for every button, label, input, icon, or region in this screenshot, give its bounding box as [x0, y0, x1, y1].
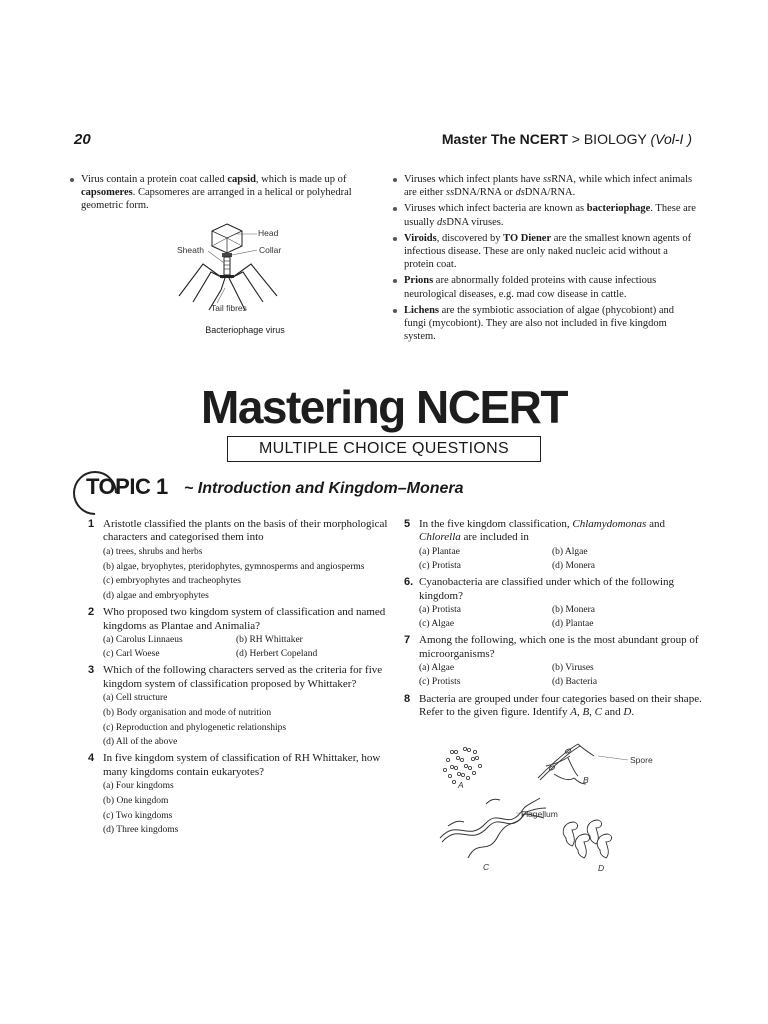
separator: >: [571, 131, 580, 147]
option-d: (d) Plantae: [552, 619, 594, 630]
question-number: 2: [88, 606, 95, 619]
label-spore: Spore: [630, 755, 653, 765]
note-prions: Prions are abnormally folded proteins with cause infectious neurological diseases, e.g. mad cow disease in cattle.: [393, 274, 697, 300]
running-head: [442, 131, 692, 147]
option-c: (c) Reproduction and phylogenetic relationships: [103, 722, 287, 733]
volume: (Vol-I ): [650, 131, 692, 147]
label-collar: Collar: [259, 245, 282, 255]
book-title: Master The NCERT: [441, 131, 568, 147]
bacteria-shapes-diagram: [428, 738, 678, 878]
page-number: 20: [74, 131, 91, 148]
notes-right: [393, 173, 697, 346]
option-d: (d) Monera: [552, 561, 595, 572]
label-c: C: [483, 862, 490, 872]
questions-right-column: [404, 518, 704, 723]
question-1: [88, 518, 388, 602]
label-d: D: [598, 863, 605, 873]
question-8: [404, 693, 704, 720]
leader-line: [232, 250, 257, 255]
section-title: Mastering NCERT: [201, 381, 567, 433]
note-capsid: Virus contain a protein coat called capsid, which is made up of capsomeres. Capsomeres are arranged in a helical or polyhedral geometric form.: [70, 173, 388, 213]
question-text: Among the following, which one is the most abundant group of microorganisms?: [419, 634, 699, 660]
question-5: [404, 518, 704, 572]
question-number: 5: [404, 518, 411, 530]
topic-label: TOPIC 1: [86, 474, 168, 499]
question-3: [88, 664, 388, 748]
question-text: In the five kingdom classification, Chlamydomonas and Chlorella are included in: [419, 518, 665, 544]
phage-tail-fibre: [233, 264, 277, 296]
notes-left: [70, 173, 388, 216]
option-a: (a) Protista: [419, 605, 461, 616]
bullet-icon: [70, 178, 74, 182]
spirilla-group: [440, 798, 546, 858]
leader-line: [208, 251, 224, 263]
option-a: (a) Cell structure: [103, 693, 168, 704]
question-2: [88, 606, 388, 660]
option-c: (c) Protista: [419, 561, 461, 572]
phage-tail-fibre: [231, 272, 263, 302]
bullet-icon: [393, 309, 397, 313]
note-viruses-rna: Viruses which infect plants have ssRNA, while which infect animals are either ssDNA/RNA or dsDNA/RNA.: [393, 173, 697, 199]
option-a: (a) trees, shrubs and herbs: [103, 546, 203, 557]
questions-left-column: [88, 518, 388, 841]
option-d: (d) algae and embryophytes: [103, 590, 209, 601]
bullet-icon: [393, 207, 397, 211]
figure-caption: Bacteriophage virus: [205, 325, 285, 335]
bacteriophage-diagram: [165, 220, 315, 340]
question-text: Who proposed two kingdom system of classification and named kingdoms as Plantae and Animalia?: [103, 606, 386, 632]
option-c: (c) embryophytes and tracheophytes: [103, 576, 241, 587]
option-c: (c) Carl Woese: [103, 649, 160, 660]
cocci-cluster: [443, 747, 481, 783]
question-number: 6.: [404, 576, 414, 589]
option-c: (c) Protists: [419, 677, 461, 688]
question-4: [88, 752, 388, 836]
label-tail-fibres: Tail fibres: [211, 303, 247, 313]
option-a: (a) Plantae: [419, 546, 460, 557]
note-lichens: Lichens are the symbiotic association of algae (phycobiont) and fungi (mycobiont). They are also not included in five kingdom system.: [393, 304, 697, 344]
label-flagellum: Flagellum: [521, 809, 558, 819]
topic-number: 1: [155, 474, 168, 499]
question-number: 7: [404, 634, 411, 647]
option-c: (c) Two kingdoms: [103, 810, 173, 821]
option-b: (b) One kingdom: [103, 795, 169, 806]
option-b: (b) Monera: [552, 605, 595, 616]
phage-tail-fibre: [193, 272, 223, 302]
option-d: (d) Bacteria: [552, 677, 598, 688]
option-d: (d) Three kingdoms: [103, 825, 179, 836]
question-text: Which of the following characters served as the criteria for five kingdom system of classification proposed by Whittaker?: [103, 664, 383, 690]
note-viroids: Viroids, discovered by TO Diener are the smallest known agents of infectious disease. These are only naked nucleic acid without a protein coat.: [393, 232, 697, 272]
phage-collar-shape: [222, 253, 232, 257]
option-a: (a) Algae: [419, 663, 455, 674]
question-text: In five kingdom system of classification of RH Whittaker, how many kingdoms contain eukaryotes?: [103, 752, 381, 778]
label-head: Head: [258, 228, 279, 238]
option-b: (b) Body organisation and mode of nutrition: [103, 707, 272, 718]
question-number: 4: [88, 752, 95, 765]
subject: BIOLOGY: [583, 131, 647, 147]
note-bacteriophage: Viruses which infect bacteria are known as bacteriophage. These are usually dsDNA viruses.: [393, 202, 697, 228]
question-text: Bacteria are grouped under four categories based on their shape. Refer to the given figure. Identify A, B, C and D.: [419, 692, 702, 719]
question-number: 3: [88, 664, 95, 677]
question-text: Aristotle classified the plants on the basis of their morphological characters and categorised them into: [103, 518, 388, 544]
question-6: [404, 576, 704, 630]
question-number: 8: [404, 692, 411, 705]
question-7: [404, 634, 704, 688]
bullet-icon: [393, 178, 397, 182]
section-subtitle: MULTIPLE CHOICE QUESTIONS: [227, 436, 541, 462]
option-b: (b) RH Whittaker: [236, 634, 303, 645]
option-b: (b) Viruses: [552, 663, 594, 674]
phage-sheath-shape: [224, 257, 230, 275]
vibrio-group: [563, 820, 611, 858]
leader-line: [598, 756, 628, 760]
option-a: (a) Carolus Linnaeus: [103, 634, 183, 645]
option-a: (a) Four kingdoms: [103, 781, 174, 792]
bullet-icon: [393, 279, 397, 283]
topic-title: ~ Introduction and Kingdom–Monera: [184, 480, 464, 497]
bullet-icon: [393, 237, 397, 241]
option-d: (d) All of the above: [103, 737, 178, 748]
label-sheath: Sheath: [177, 245, 204, 255]
label-b: B: [583, 775, 589, 785]
question-text: Cyanobacteria are classified under which of the following kingdom?: [419, 576, 675, 602]
question-number: 1: [88, 518, 95, 530]
option-c: (c) Algae: [419, 619, 455, 630]
option-b: (b) algae, bryophytes, pteridophytes, gymnosperms and angiosperms: [103, 561, 365, 572]
label-a: A: [458, 780, 464, 790]
option-b: (b) Algae: [552, 546, 588, 557]
option-d: (d) Herbert Copeland: [236, 649, 318, 660]
